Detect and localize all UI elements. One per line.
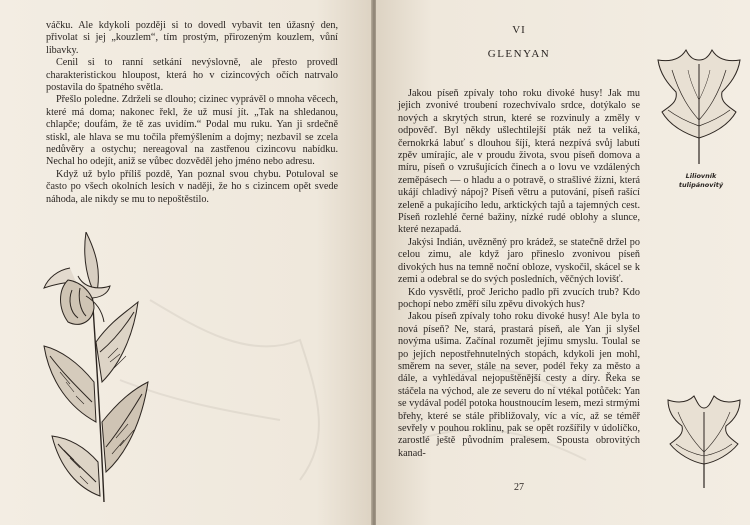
- leaf-caption: [658, 172, 744, 190]
- paragraph: Cenil si to ranní setkání nevýslovně, ale přesto provedl charakteristickou hloupost, která ho v cizincových očích natrvalo postavila do špatného světla.: [46, 57, 338, 94]
- right-body-text: [398, 88, 640, 460]
- tulip-tree-leaf-upper-icon: [656, 30, 742, 168]
- left-body-text: [46, 20, 338, 206]
- paragraph: Jakýsi Indián, uvězněný pro krádež, se statečně držel po celou zimu, ale když jaro přineslo zvonivou píseň divokých hus na temně noční obloze, vyskočil, skácel se k zemi a odebral se do svých posledních, věčných lovišť.: [398, 236, 640, 286]
- orchid-illustration-icon: [30, 232, 160, 522]
- paragraph: Jakou píseň zpívaly toho roku divoké husy! Ale byla to nová píseň? Ne, stará, prastará píseň, ale Yan ji slyšel novýma ušima. Začínal rozumět jejímu smyslu. Toulal se po jejích nepostřehnutelných stopách, kdykoli jen mohl, směrem na sever, stále na sever, podél řeky za město a dále, a vyhledával nejopuštěnější cesty a díry. Řeka se stáčela na východ, ale ze severu do ní vtékal potůček: Yan se vydával podél potoka houstnoucím lesem, mezi strmými břehy, které se stále přibližovaly, víc a víc, až se téměř sevřely v pouhou roklinu, pak se opět rozšířily v údolíčko, zarostlé ještě původním pralesem. Spousta obrovitých kanad-: [398, 311, 640, 459]
- leaf-caption-line: Liliovník: [685, 172, 717, 180]
- paragraph: váčku. Ale kdykoli později si to dovedl vybavit ten úžasný den, přivolat si jej „kouzlem“, tím prostým, přirozeným kouzlem, vůní libavky.: [46, 20, 338, 56]
- paragraph: Když už bylo příliš pozdě, Yan poznal svou chybu. Potuloval se často po všech okolních lesích v naději, že ho s cizincem opět svede náhoda, ale nikdy se mu to nepoštěstilo.: [46, 168, 338, 205]
- paragraph: Kdo vysvětlí, proč Jericho padlo při zvucích trub? Kdo pochopí nebo změří sílu zpěvu divokých hus?: [398, 286, 640, 310]
- paragraph: Přešlo poledne. Zdrželi se dlouho; cizinec vyprávěl o mnoha věcech, které má doma; nakonec řekl, že už musí jít. „Tak na shledanou, chlapče; doufám, že tě zas uvidím.“ Podal mu ruku. Yan ji srdečně stiskl, ale hlava se mu točila přemýšlením a dojmy; nezbavil se zcela nedůvěry a ostychu; nereagoval na zastřenou cizincovu nabídku. Nechal ho odejít, aniž se vůbec dozvěděl jeho jméno nebo adresu.: [46, 94, 338, 168]
- page-number: 27: [514, 482, 524, 493]
- right-page: [376, 0, 750, 525]
- chapter-number: VI: [512, 24, 526, 36]
- tulip-tree-leaf-lower-icon: [666, 392, 742, 492]
- left-page: [0, 0, 372, 525]
- paragraph: Jakou píseň zpívaly toho roku divoké husy! Jak mu jejich zvonivé troubení rozechvívalo srdce, dotýkalo se nových a skrytých strun, které se rozvinuly a změly v odpověď. Byl někdy ušlechtilejší pták než ta veliká, černokrká labuť s dlouhou šíjí, která nezpívá svůj labutí zpěv umírajíc, ale v proudu života, svou píseň domova a míru, píseň o vzrušujících činech a o lovu ve vzdálených zeměpásech — o hladu a o potravě, o strašlivé žízni, která ukájí chladivý nápoj? Píseň větru a putování, píseň rašící zeleně a pukajícího ledu, arktických tajů a tajemných cest. Píseň rozlehlé černé bažiny, nízké rudé oblohy a slunce, které nezapadá.: [398, 88, 640, 236]
- chapter-title: GLENYAN: [487, 48, 551, 60]
- leaf-caption-line: tulipánovitý: [678, 181, 724, 189]
